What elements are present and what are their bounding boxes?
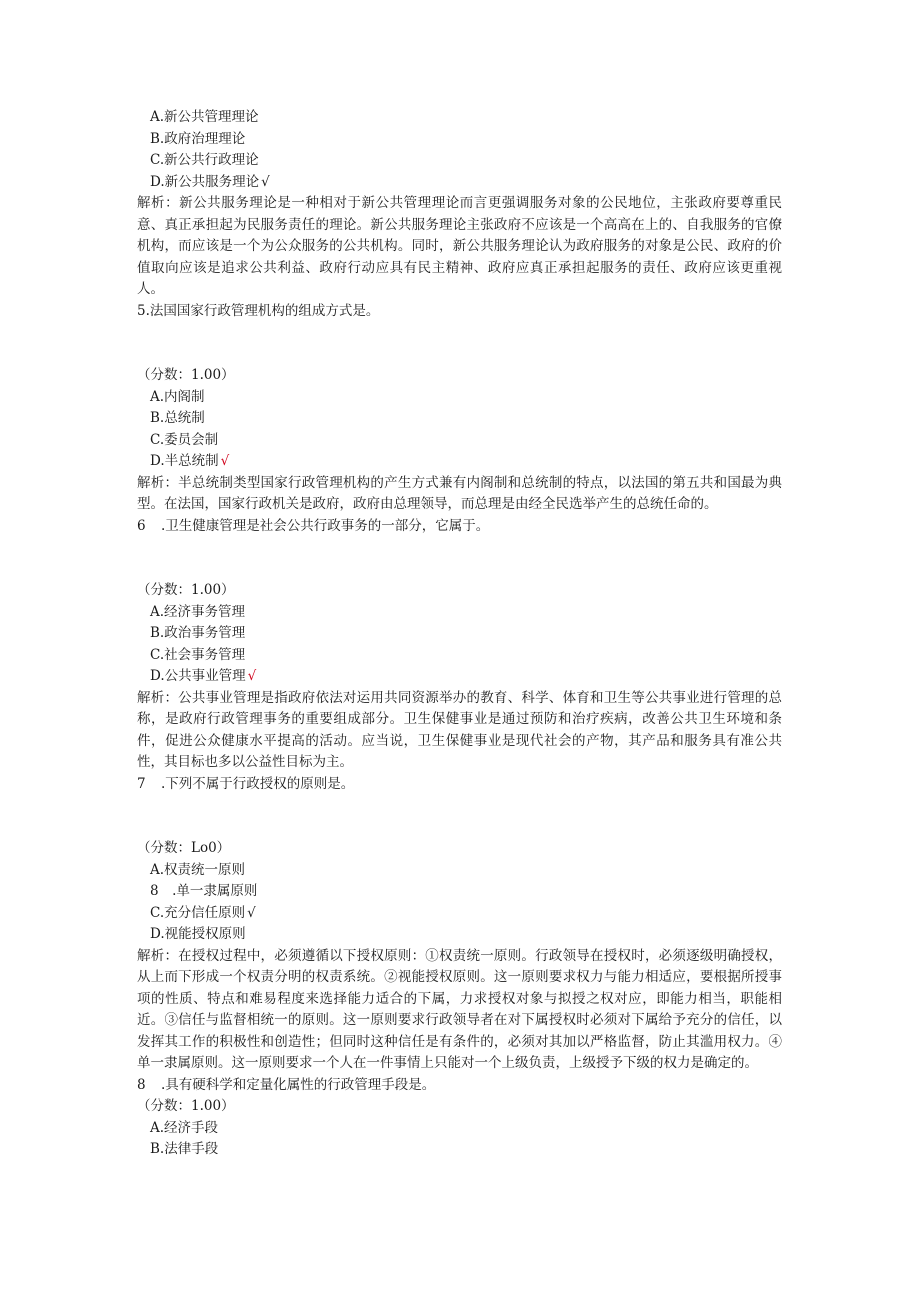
q4-option-b: B.政府治理理论 <box>150 130 246 147</box>
q6-question <box>137 516 782 538</box>
q5-analysis: 解析：半总统制类型国家行政管理机构的产生方式兼有内阁制和总统制的特点，以法国的第五共和国最为典型。在法国，国家行政机关是政府，政府由总理领导，而总理是由经全民选举产生的总统任命的。 <box>137 474 782 512</box>
q6-score: （分数：1.00） <box>137 582 235 598</box>
q6-number: 6 <box>137 517 146 534</box>
q4-answer-check-icon: √ <box>261 173 270 190</box>
q7-option-b: 8 .单一隶属原则 <box>150 883 258 899</box>
q4-option-d-text: D.新公共服务理论 <box>150 173 260 190</box>
q6-question-text: .卫生健康管理是社会公共行政事务的一部分，它属于。 <box>161 517 490 534</box>
q6-option-d <box>137 666 782 688</box>
q5-option-a: A.内阁制 <box>150 388 205 405</box>
q6-answer-check-icon: √ <box>247 668 257 684</box>
q7-analysis: 解析：在授权过程中，必须遵循以下授权原则：①权责统一原则。行政领导在授权时，必须逐级明确授权，从上而下形成一个权责分明的权责系统。②视能授权原则。这一原则要求权力与能力相适应，要根据所授事项的性质、特点和难易程度来选择能力适合的下属，力求授权对象与拟授之权对应，即能力相当，职能相近。③信任与监督相统一的原则。这一原则要求行政领导者在对下属授权时必须对下属给予充分的信任，以发挥其工作的积极性和创造性；但同时这种信任是有条件的，必须对其加以严格监督，防止其滥用权力。④单一隶属原则。这一原则要求一个人在一件事情上只能对一个上级负责，上级授予下级的权力是确定的。 <box>137 947 782 1071</box>
q4-option-d <box>137 172 782 194</box>
q7-score: （分数：Lo0） <box>137 840 231 856</box>
q7-option-c <box>137 903 782 925</box>
document-content <box>137 107 782 1161</box>
q7-question <box>137 774 782 796</box>
q7-option-a: A.权责统一原则 <box>150 861 246 878</box>
q6-analysis: 解析：公共事业管理是指政府依法对运用共同资源举办的教育、科学、体育和卫生等公共事业进行管理的总称，是政府行政管理事务的重要组成部分。卫生保健事业是通过预防和治疗疾病，改善公共卫生环境和条件，促进公众健康水平提高的活动。应当说，卫生保健事业是现代社会的产物，其产品和服务具有准公共性，其目标也多以公益性目标为主。 <box>137 689 782 770</box>
q7-option-c-text: C.充分信任原则 <box>150 904 246 921</box>
q8-option-b: B.法律手段 <box>150 1141 219 1157</box>
q8-question-text: .具有硬科学和定量化属性的行政管理手段是。 <box>161 1076 436 1093</box>
answer-gap <box>137 322 782 365</box>
answer-gap <box>137 795 782 838</box>
q5-option-c: C.委员会制 <box>150 431 219 448</box>
q4-option-a: A.新公共管理理论 <box>150 109 259 125</box>
q4-analysis: 解析：新公共服务理论是一种相对于新公共管理理论而言更强调服务对象的公民地位，主张政府要尊重民意、真正承担起为民服务责任的理论。新公共服务理论主张政府不应该是一个高高在上的、自我服务的官僚机构，而应该是一个为公众服务的公共机构。同时，新公共服务理论认为政府服务的对象是公民、政府的价值取向应该是追求公共利益、政府行动应具有民主精神、政府应真正承担起服务的责任、政府应该更重视人。 <box>137 195 782 297</box>
q7-number: 7 <box>137 775 146 792</box>
q7-option-d: D.视能授权原则 <box>150 926 246 942</box>
q7-question-text: .下列不属于行政授权的原则是。 <box>161 775 355 792</box>
q7-answer-check-icon: √ <box>247 904 256 921</box>
q5-score: （分数：1.00） <box>137 367 235 383</box>
q5-question: 5.法国国家行政管理机构的组成方式是。 <box>137 302 380 319</box>
q8-option-a: A.经济手段 <box>150 1119 219 1136</box>
q8-score: （分数：1.00） <box>137 1098 235 1114</box>
q6-option-a: A.经济事务管理 <box>150 603 246 620</box>
q6-option-b: B.政治事务管理 <box>150 625 246 641</box>
q8-question <box>137 1075 782 1097</box>
q5-option-b: B.总统制 <box>150 410 205 426</box>
q5-option-d-text: D.半总统制 <box>150 453 219 469</box>
q5-option-d <box>137 451 782 473</box>
answer-gap <box>137 537 782 580</box>
q6-option-c: C.社会事务管理 <box>150 646 246 663</box>
q8-number: 8 <box>137 1076 146 1093</box>
q4-option-c: C.新公共行政理论 <box>150 152 259 168</box>
q6-option-d-text: D.公共事业管理 <box>150 668 246 684</box>
q5-answer-check-icon: √ <box>220 453 230 469</box>
